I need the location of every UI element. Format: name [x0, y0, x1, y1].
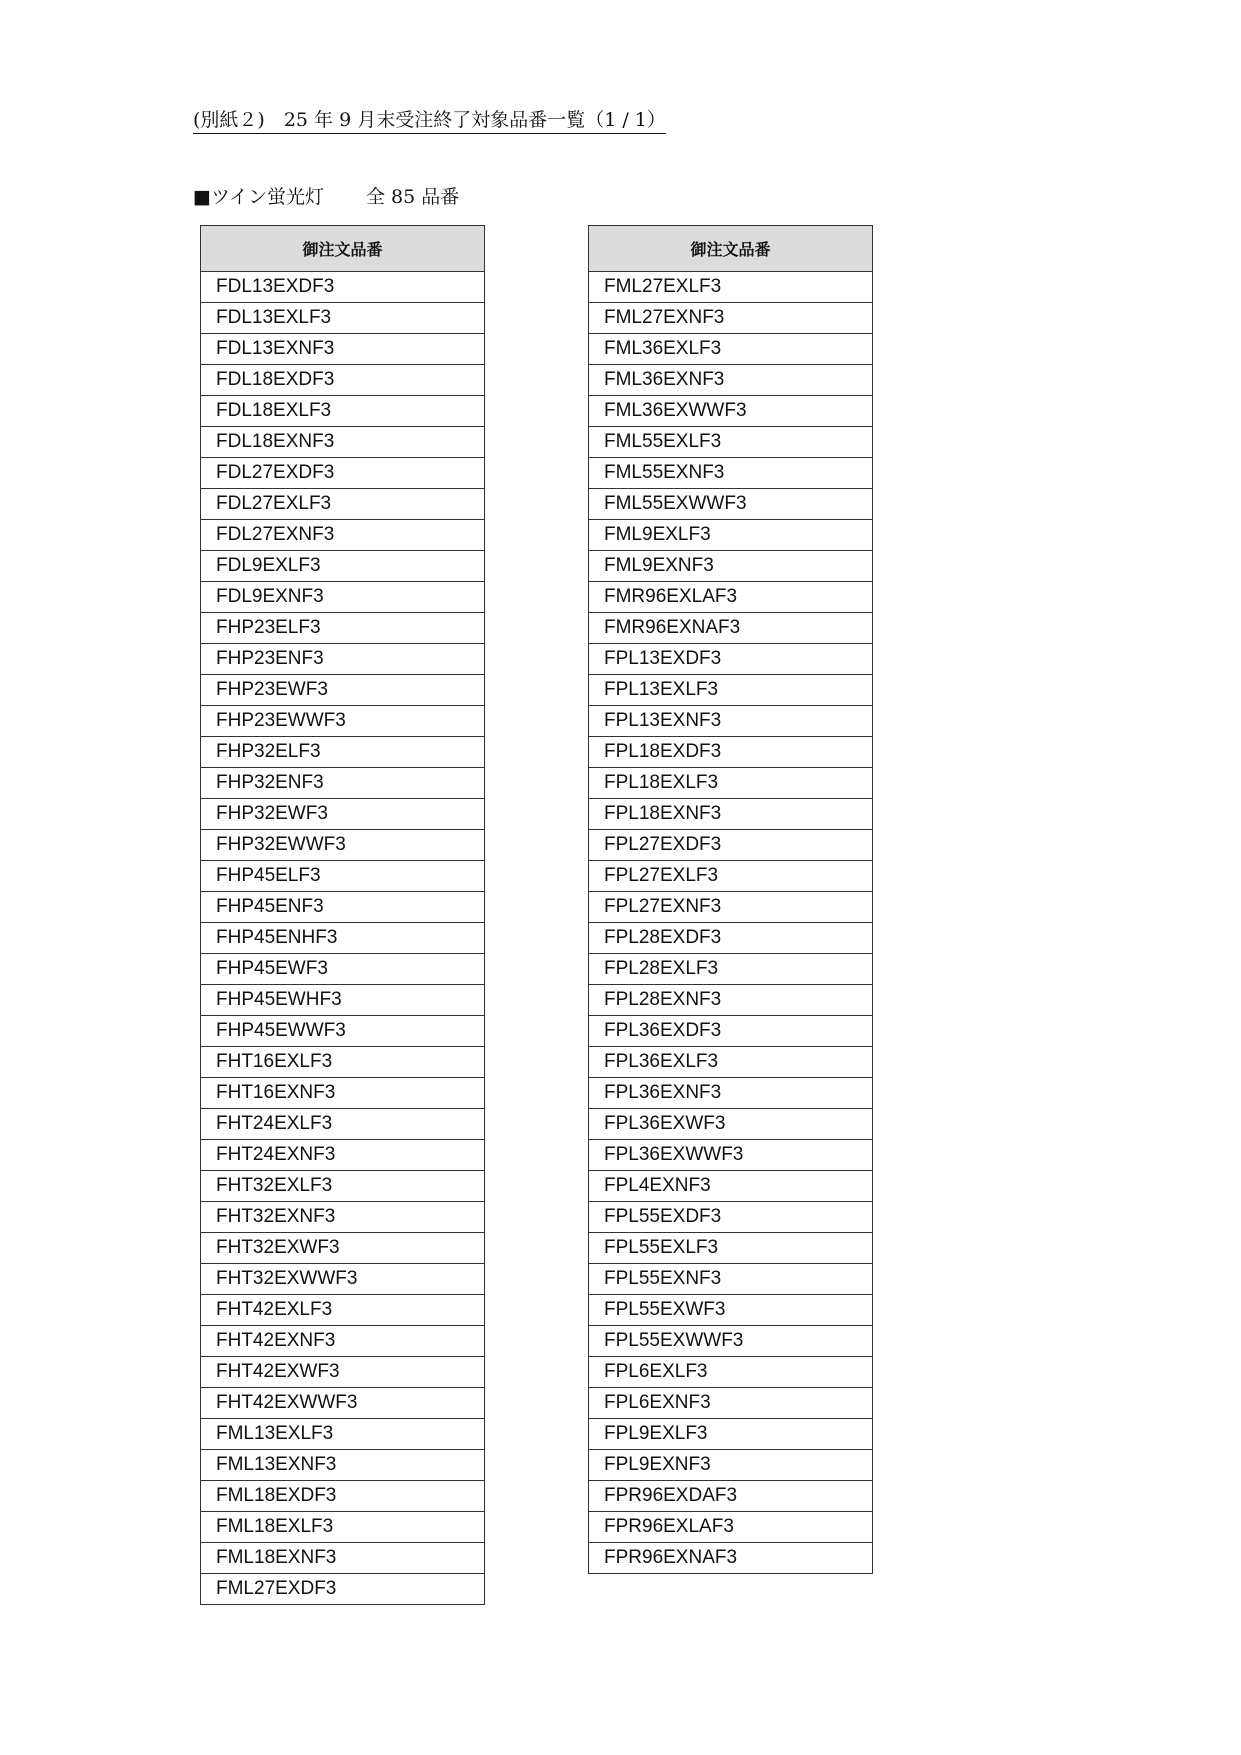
table-row — [201, 1388, 485, 1419]
part-number-cell: FML36EXLF3 — [589, 334, 873, 365]
part-number-cell: FPL18EXNF3 — [589, 799, 873, 830]
part-number-cell: FHP45EWWF3 — [201, 1016, 485, 1047]
section-total: 全 85 品番 — [366, 186, 460, 208]
table-row — [201, 861, 485, 892]
table-row — [201, 1047, 485, 1078]
table-row — [201, 768, 485, 799]
table-row — [589, 520, 873, 551]
table-row — [589, 675, 873, 706]
table-row — [201, 489, 485, 520]
table-row — [589, 923, 873, 954]
table-row — [589, 396, 873, 427]
part-number-cell: FDL9EXNF3 — [201, 582, 485, 613]
part-number-cell: FPL36EXDF3 — [589, 1016, 873, 1047]
table-row — [589, 706, 873, 737]
table-row — [201, 1078, 485, 1109]
part-number-cell: FHP23EWWF3 — [201, 706, 485, 737]
part-number-cell: FPL27EXLF3 — [589, 861, 873, 892]
table-row — [589, 1140, 873, 1171]
table-row — [589, 861, 873, 892]
part-number-cell: FHP45ELF3 — [201, 861, 485, 892]
part-number-cell: FHP23EWF3 — [201, 675, 485, 706]
part-number-cell: FHT24EXLF3 — [201, 1109, 485, 1140]
table-row — [589, 1388, 873, 1419]
part-number-cell: FHT42EXWWF3 — [201, 1388, 485, 1419]
table-row — [201, 830, 485, 861]
table-row — [589, 1512, 873, 1543]
part-number-cell: FML55EXLF3 — [589, 427, 873, 458]
part-number-cell: FHP32EWWF3 — [201, 830, 485, 861]
table-row — [589, 892, 873, 923]
table-body-right — [589, 272, 873, 1574]
table-row — [201, 675, 485, 706]
table-row — [589, 1543, 873, 1574]
part-number-cell: FHP45ENHF3 — [201, 923, 485, 954]
table-row — [201, 1171, 485, 1202]
table-row — [589, 334, 873, 365]
table-row — [589, 1481, 873, 1512]
table-row — [201, 1202, 485, 1233]
column-header-order-number: 御注文品番 — [589, 226, 873, 272]
table-row — [201, 644, 485, 675]
table-row — [589, 427, 873, 458]
table-row — [201, 706, 485, 737]
part-number-cell: FML9EXLF3 — [589, 520, 873, 551]
table-row — [589, 458, 873, 489]
part-number-cell: FPL36EXLF3 — [589, 1047, 873, 1078]
part-number-cell: FPL28EXDF3 — [589, 923, 873, 954]
part-number-cell: FHP32EWF3 — [201, 799, 485, 830]
part-number-cell: FHT16EXNF3 — [201, 1078, 485, 1109]
part-number-cell: FML18EXNF3 — [201, 1543, 485, 1574]
table-row — [201, 737, 485, 768]
part-number-cell: FDL18EXDF3 — [201, 365, 485, 396]
table-row — [201, 613, 485, 644]
part-number-cell: FML13EXLF3 — [201, 1419, 485, 1450]
table-row — [201, 365, 485, 396]
part-number-cell: FPL9EXLF3 — [589, 1419, 873, 1450]
part-number-cell: FML18EXDF3 — [201, 1481, 485, 1512]
table-header-row — [589, 226, 873, 272]
table-row — [589, 1078, 873, 1109]
table-row — [201, 1264, 485, 1295]
table-row — [201, 427, 485, 458]
part-number-table-left — [200, 225, 485, 1605]
table-row — [201, 1481, 485, 1512]
table-row — [589, 1047, 873, 1078]
column-header-order-number: 御注文品番 — [201, 226, 485, 272]
part-number-cell: FHP45EWHF3 — [201, 985, 485, 1016]
table-row — [201, 799, 485, 830]
part-number-cell: FPL6EXNF3 — [589, 1388, 873, 1419]
part-number-cell: FDL18EXNF3 — [201, 427, 485, 458]
table-row — [589, 830, 873, 861]
part-number-cell: FML55EXWWF3 — [589, 489, 873, 520]
table-row — [589, 613, 873, 644]
part-number-cell: FMR96EXNAF3 — [589, 613, 873, 644]
table-row — [589, 954, 873, 985]
table-row — [589, 1357, 873, 1388]
part-number-cell: FML36EXWWF3 — [589, 396, 873, 427]
part-number-cell: FDL27EXDF3 — [201, 458, 485, 489]
part-number-cell: FPL55EXWWF3 — [589, 1326, 873, 1357]
table-row — [589, 365, 873, 396]
part-number-cell: FPL28EXNF3 — [589, 985, 873, 1016]
part-number-cell: FPL36EXWWF3 — [589, 1140, 873, 1171]
part-number-cell: FHP32ELF3 — [201, 737, 485, 768]
part-number-cell: FPL28EXLF3 — [589, 954, 873, 985]
table-row — [589, 1233, 873, 1264]
part-number-cell: FHP45EWF3 — [201, 954, 485, 985]
table-row — [589, 1109, 873, 1140]
part-number-cell: FPL55EXDF3 — [589, 1202, 873, 1233]
table-row — [589, 1202, 873, 1233]
table-header-row — [201, 226, 485, 272]
part-number-cell: FPL18EXLF3 — [589, 768, 873, 799]
part-number-cell: FHT32EXWWF3 — [201, 1264, 485, 1295]
table-row — [589, 582, 873, 613]
table-row — [201, 520, 485, 551]
part-number-cell: FPL4EXNF3 — [589, 1171, 873, 1202]
part-number-cell: FPL9EXNF3 — [589, 1450, 873, 1481]
table-row — [589, 1326, 873, 1357]
part-number-cell: FHP23ELF3 — [201, 613, 485, 644]
part-number-cell: FPL18EXDF3 — [589, 737, 873, 768]
part-number-cell: FML27EXNF3 — [589, 303, 873, 334]
table-row — [201, 551, 485, 582]
part-number-cell: FPR96EXDAF3 — [589, 1481, 873, 1512]
document-title: (別紙２) 25 年 9 月末受注終了対象品番一覧（1 / 1） — [193, 108, 666, 134]
part-number-cell: FMR96EXLAF3 — [589, 582, 873, 613]
part-number-cell: FPL55EXNF3 — [589, 1264, 873, 1295]
part-number-cell: FPL27EXNF3 — [589, 892, 873, 923]
table-row — [201, 1512, 485, 1543]
part-number-cell: FPL6EXLF3 — [589, 1357, 873, 1388]
part-number-cell: FML9EXNF3 — [589, 551, 873, 582]
table-row — [201, 1450, 485, 1481]
part-number-cell: FHT42EXWF3 — [201, 1357, 485, 1388]
table-row — [201, 923, 485, 954]
table-row — [201, 1109, 485, 1140]
table-row — [201, 1233, 485, 1264]
part-number-cell: FPL36EXNF3 — [589, 1078, 873, 1109]
table-row — [589, 1171, 873, 1202]
table-row — [201, 1016, 485, 1047]
table-row — [589, 799, 873, 830]
table-row — [201, 1140, 485, 1171]
table-row — [589, 551, 873, 582]
table-row — [589, 1264, 873, 1295]
part-number-cell: FML55EXNF3 — [589, 458, 873, 489]
part-number-cell: FDL13EXDF3 — [201, 272, 485, 303]
table-row — [589, 644, 873, 675]
part-number-cell: FPL55EXWF3 — [589, 1295, 873, 1326]
table-row — [201, 303, 485, 334]
section-label: ■ツイン蛍光灯 — [193, 186, 325, 208]
table-row — [201, 582, 485, 613]
part-number-cell: FPR96EXNAF3 — [589, 1543, 873, 1574]
table-row — [589, 1295, 873, 1326]
part-number-cell: FDL18EXLF3 — [201, 396, 485, 427]
table-row — [589, 303, 873, 334]
table-row — [201, 334, 485, 365]
part-number-cell: FPL55EXLF3 — [589, 1233, 873, 1264]
table-body-left — [201, 272, 485, 1605]
part-number-cell: FPL13EXNF3 — [589, 706, 873, 737]
table-row — [201, 1543, 485, 1574]
table-row — [589, 1016, 873, 1047]
part-number-cell: FPR96EXLAF3 — [589, 1512, 873, 1543]
section-heading — [193, 185, 459, 209]
table-row — [201, 1574, 485, 1605]
table-row — [201, 1357, 485, 1388]
part-number-cell: FHT42EXLF3 — [201, 1295, 485, 1326]
part-number-cell: FPL36EXWF3 — [589, 1109, 873, 1140]
table-row — [201, 892, 485, 923]
table-row — [589, 985, 873, 1016]
table-row — [201, 1419, 485, 1450]
table-row — [201, 1295, 485, 1326]
table-row — [201, 985, 485, 1016]
table-row — [201, 954, 485, 985]
part-number-cell: FHP23ENF3 — [201, 644, 485, 675]
part-number-cell: FHT24EXNF3 — [201, 1140, 485, 1171]
part-number-table-right — [588, 225, 873, 1574]
part-number-cell: FDL9EXLF3 — [201, 551, 485, 582]
table-row — [589, 768, 873, 799]
part-number-cell: FDL27EXNF3 — [201, 520, 485, 551]
part-number-cell: FML36EXNF3 — [589, 365, 873, 396]
part-number-cell: FPL13EXLF3 — [589, 675, 873, 706]
part-number-cell: FPL27EXDF3 — [589, 830, 873, 861]
part-number-cell: FML13EXNF3 — [201, 1450, 485, 1481]
table-row — [589, 489, 873, 520]
part-number-cell: FPL13EXDF3 — [589, 644, 873, 675]
table-row — [589, 272, 873, 303]
part-number-cell: FHT32EXWF3 — [201, 1233, 485, 1264]
table-row — [201, 272, 485, 303]
table-row — [589, 1450, 873, 1481]
part-number-cell: FDL13EXNF3 — [201, 334, 485, 365]
part-number-cell: FML27EXLF3 — [589, 272, 873, 303]
part-number-cell: FHT42EXNF3 — [201, 1326, 485, 1357]
table-row — [201, 458, 485, 489]
part-number-cell: FHT32EXLF3 — [201, 1171, 485, 1202]
part-number-cell: FML27EXDF3 — [201, 1574, 485, 1605]
table-row — [589, 1419, 873, 1450]
part-number-cell: FHT32EXNF3 — [201, 1202, 485, 1233]
part-number-cell: FDL13EXLF3 — [201, 303, 485, 334]
part-number-cell: FDL27EXLF3 — [201, 489, 485, 520]
table-row — [589, 737, 873, 768]
part-number-cell: FHP45ENF3 — [201, 892, 485, 923]
part-number-cell: FHT16EXLF3 — [201, 1047, 485, 1078]
part-number-cell: FML18EXLF3 — [201, 1512, 485, 1543]
table-row — [201, 396, 485, 427]
part-number-cell: FHP32ENF3 — [201, 768, 485, 799]
table-row — [201, 1326, 485, 1357]
